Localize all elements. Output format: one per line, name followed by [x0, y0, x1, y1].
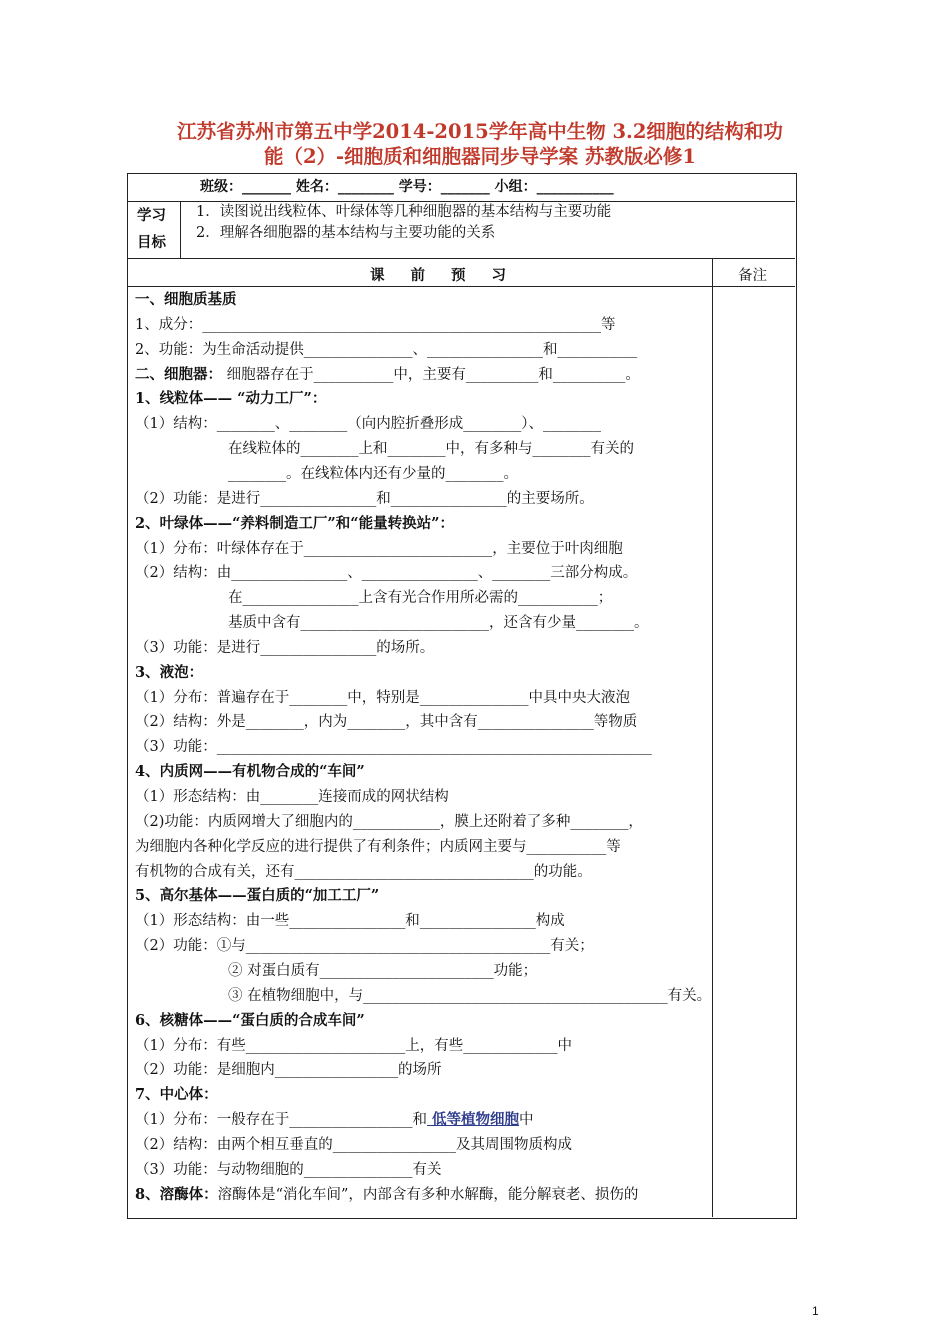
- document-title: [120, 119, 840, 169]
- worksheet-line: [135, 1061, 441, 1079]
- section-heading: [135, 664, 203, 682]
- worksheet-line: [135, 838, 621, 856]
- line-text: （2）结构：由________________、________________、________三部分构成。: [135, 565, 638, 582]
- filled-answer: 低等植物细胞: [426, 1111, 520, 1129]
- worksheet-line: [228, 987, 711, 1005]
- line-text: 7、中心体：: [135, 1086, 218, 1104]
- line-text: 1、线粒体—— “动力工厂”：: [135, 390, 327, 408]
- section-heading: [135, 1012, 365, 1030]
- line-text: 基质中含有__________________________，还含有少量________。: [228, 615, 649, 632]
- line-text: 在线粒体的________上和________中，有多种与________有关的: [228, 441, 634, 458]
- line-text: （1）分布：叶绿体存在于__________________________，主要位于叶肉细胞: [135, 540, 623, 557]
- line-text: ② 对蛋白质有________________________功能；: [228, 962, 538, 979]
- line-text: （1）分布：有些______________________上，有些_____________中: [135, 1037, 572, 1054]
- worksheet-line: [228, 465, 518, 483]
- line-text: （2)功能：内质网增大了细胞内的____________，膜上还附着了多种________，: [135, 813, 643, 830]
- objectives-label-2: 目标: [137, 234, 166, 251]
- worksheet-line: [135, 490, 594, 508]
- student-info-line: 班级：_______ 姓名：________ 学号：_______ 小组：___________: [200, 179, 614, 195]
- row-divider: [127, 286, 795, 287]
- section-header-char: 课: [370, 267, 385, 284]
- line-text: （2）功能：是细胞内_________________的场所: [135, 1062, 442, 1079]
- section-heading: [135, 366, 640, 384]
- line-text: 2、叶绿体——“养料制造工厂”和“能量转换站”：: [135, 514, 454, 532]
- line-text: 在________________上含有光合作用所必需的___________；: [228, 590, 613, 607]
- section-heading: [135, 390, 326, 408]
- worksheet-line: [135, 788, 449, 806]
- worksheet-line: [135, 863, 592, 881]
- line-text: （1）结构：________、________（向内腔折叠形成________）、________: [135, 416, 601, 433]
- section-heading: [135, 1186, 638, 1204]
- line-text: ________。在线粒体内还有少量的________。: [228, 465, 518, 482]
- col-divider: [180, 201, 181, 258]
- line-text: （3）功能：与动物细胞的_______________有关: [135, 1161, 442, 1178]
- section-heading: [135, 515, 454, 533]
- worksheet-line: [135, 415, 601, 433]
- page-number: 1: [812, 1304, 819, 1318]
- line-text: （3）功能：是进行________________的场所。: [135, 639, 435, 656]
- worksheet-line: [135, 639, 434, 657]
- section-heading: [135, 1086, 218, 1104]
- worksheet-line: [135, 689, 630, 707]
- remark-header: 备注: [738, 268, 767, 284]
- line-text: （1）分布：一般存在于_________________和: [135, 1112, 427, 1129]
- worksheet-line: [135, 738, 652, 756]
- worksheet-line: [228, 614, 649, 632]
- line-text: 二、细胞器：: [135, 365, 222, 383]
- worksheet-line: [135, 1161, 441, 1179]
- line-text: 6、核糖体——“蛋白质的合成车间”: [135, 1011, 365, 1029]
- line-text: 3、液泡：: [135, 663, 204, 681]
- row-divider: [127, 201, 795, 202]
- line-text: 8、溶酶体：: [135, 1185, 218, 1203]
- worksheet-line: [135, 1136, 572, 1154]
- worksheet-line: [135, 564, 637, 582]
- section-heading: [135, 763, 365, 781]
- line-text: ③ 在植物细胞中，与__________________________________________有关。: [228, 987, 712, 1004]
- worksheet-line: [135, 713, 637, 731]
- line-text: （1）形态结构：由________连接而成的网状结构: [135, 789, 449, 805]
- worksheet-line: [135, 341, 637, 359]
- line-text: （2）功能：是进行________________和________________的主要场所。: [135, 490, 594, 507]
- title-line-2: 能（2）-细胞质和细胞器同步导学案 苏教版必修1: [263, 145, 697, 168]
- section-header-char: 预: [451, 267, 466, 284]
- line-text: （2）功能：①与__________________________________________有关；: [135, 938, 594, 955]
- line-text: 1、成分：_______________________________________________________等: [135, 316, 616, 333]
- line-text: 4、内质网——有机物合成的“车间”: [135, 763, 365, 781]
- worksheet-line: [228, 589, 612, 607]
- line-text-rest: 溶酶体是“消化车间”，内部含有多种水解酶，能分解衰老、损伤的: [217, 1186, 639, 1203]
- worksheet-line: [135, 1111, 534, 1129]
- section-heading: [135, 887, 379, 905]
- line-text: 为细胞内各种化学反应的进行提供了有利条件；内质网主要与___________等: [135, 838, 621, 855]
- row-divider: [127, 258, 795, 259]
- worksheet-line: [135, 813, 643, 831]
- title-line-1: 江苏省苏州市第五中学2014-2015学年高中生物 3.2细胞的结构和功: [177, 120, 783, 143]
- line-text: （2）结构：由两个相互垂直的_________________及其周围物质构成: [135, 1136, 572, 1153]
- objective-item: 2．理解各细胞器的基本结构与主要功能的关系: [196, 225, 496, 241]
- section-heading: [135, 291, 237, 309]
- objective-item: 1．读图说出线粒体、叶绿体等几种细胞器的基本结构与主要功能: [196, 204, 612, 220]
- line-text: （1）分布：普遍存在于________中，特别是_______________中具中央大液泡: [135, 689, 630, 706]
- section-header: [370, 264, 532, 285]
- line-text-after: 中: [519, 1112, 534, 1129]
- worksheet-line: [228, 962, 537, 980]
- line-text-rest: 细胞器存在于___________中，主要有__________和__________。: [222, 366, 640, 383]
- col-divider: [712, 258, 713, 1217]
- line-text: 5、高尔基体——蛋白质的“加工工厂”: [135, 887, 380, 905]
- worksheet-line: [135, 540, 623, 558]
- worksheet-line: [228, 440, 634, 458]
- worksheet-line: [135, 937, 594, 955]
- section-header-char: 前: [410, 267, 425, 284]
- line-text: （3）功能：____________________________________________________________: [135, 739, 652, 756]
- line-text: （1）形态结构：由一些________________和________________构成: [135, 913, 565, 930]
- line-text: 一、细胞质基质: [135, 291, 237, 308]
- worksheet-line: [135, 1037, 572, 1055]
- line-text: （2）结构：外是________，内为________，其中含有________________等物质: [135, 714, 638, 731]
- line-text: 2、功能：为生命活动提供_______________、________________和___________: [135, 341, 638, 358]
- worksheet-line: [135, 912, 565, 930]
- line-text: 有机物的合成有关，还有_________________________________的功能。: [135, 863, 592, 880]
- objectives-label-1: 学习: [137, 207, 166, 224]
- section-header-char: 习: [491, 267, 506, 284]
- worksheet-line: [135, 316, 615, 334]
